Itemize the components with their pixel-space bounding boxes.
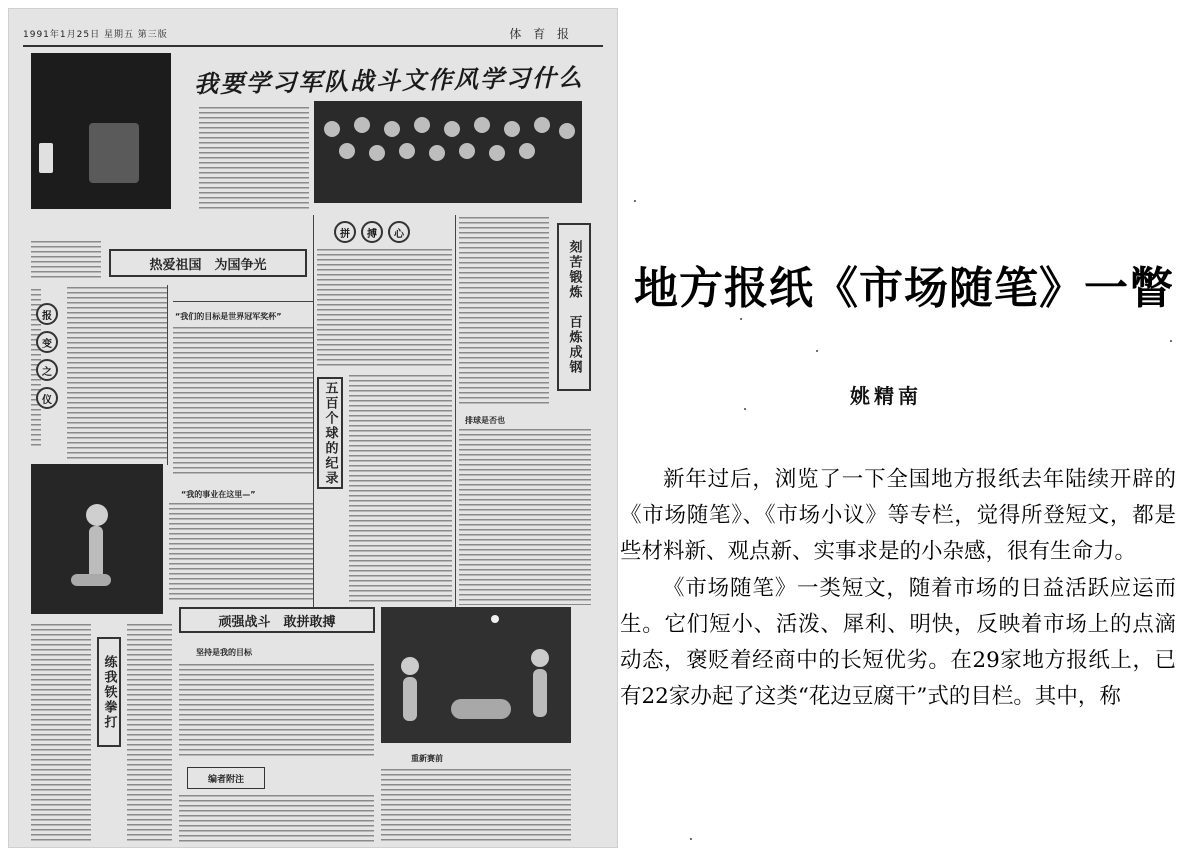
text-block [173,327,313,477]
newspaper-date: 1991年1月25日 星期五 第三版 [23,30,168,40]
text-block [459,429,591,605]
text-block [381,769,571,843]
header-rule [23,45,603,47]
article-body [620,462,1176,715]
article [620,0,1180,850]
vertical-title-record: 五百个球的纪录 [317,377,343,489]
small-column-head: 排球是否也 [465,416,505,425]
scan-speck [634,200,636,202]
divider [173,301,313,302]
bottom-head-1: 坚持是我的目标 [196,648,252,657]
circle-head-1: 拼 [334,221,356,243]
newspaper-header [23,27,603,43]
newspaper-headline: 我要学习军队战斗文作风学习什么 [193,62,585,99]
text-block [169,503,314,603]
bottom-head-3: 重新赛前 [411,754,443,763]
newspaper-masthead: 体 育 报 [509,27,573,41]
goal-headline: “我们的目标是世界冠军奖杯” [175,312,282,321]
column-rule [167,285,168,465]
article-paragraph-2: 《市场随笔》一类短文，随着市场的日益活跃应运而生。它们短小、活泼、犀利、明快，反映着市场上的点滴动态，褒贬着经商中的长短优劣。在29家地方报纸上，已有22家办起了这类“花边豆腐干”式的目栏。其中，称 [620,575,1176,710]
article-title: 地方报纸《市场随笔》一瞥 [634,263,1174,314]
text-block [317,249,452,369]
left-circle-3: 之 [36,359,58,381]
scan-speck [740,318,742,320]
text-block [179,795,374,843]
newspaper-scan [8,8,618,848]
circle-head-2: 搏 [361,221,383,243]
article-paragraph-1: 新年过后，浏览了一下全国地方报纸去年陆续开辟的《市场随笔》、《市场小议》等专栏，觉得所登短文，都是些材料新、观点新、实事求是的小杂感，很有生命力。 [620,467,1176,565]
photo-dancer [31,464,163,614]
scan-speck [1170,340,1172,342]
text-block [349,375,452,605]
text-block [459,217,549,405]
photo-volleyball [381,607,571,743]
column-rule [313,215,314,607]
scan-speck [744,408,746,410]
text-block [31,624,91,844]
text-block [67,287,167,459]
scan-speck [690,838,692,840]
vertical-title-bottom: 练我铁拳打 [97,637,121,747]
photo-team [314,101,582,203]
career-headline: “我的事业在这里—” [181,490,256,499]
left-circle-4: 仪 [36,387,58,409]
photo-top-left [31,53,171,209]
box-title-struggle: 顽强战斗 敢拼敢搏 [179,607,375,633]
scan-speck [816,350,818,352]
text-block [127,624,172,844]
text-block [31,241,101,279]
article-author: 姚精南 [850,384,922,408]
bottom-head-2: 编者附注 [187,767,265,789]
text-block [199,107,309,212]
vertical-title-training: 刻苦锻炼 百炼成钢 [557,223,591,391]
text-block [179,664,374,759]
left-circle-2: 变 [36,331,58,353]
circle-head-3: 心 [388,221,410,243]
box-title-patriot: 热爱祖国 为国争光 [109,249,307,277]
column-rule [455,215,456,607]
left-circle-1: 报 [36,303,58,325]
